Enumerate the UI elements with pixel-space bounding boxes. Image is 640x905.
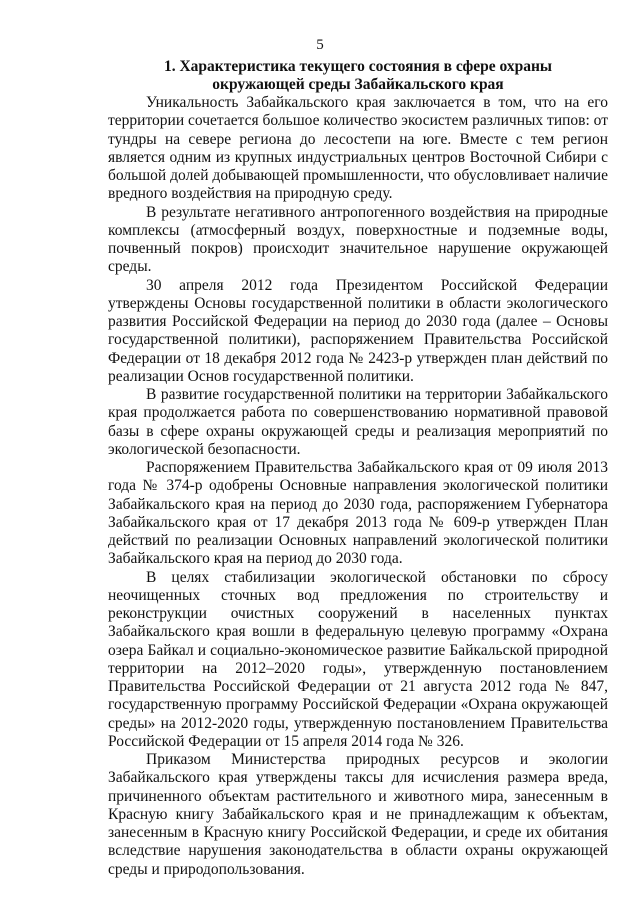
section-heading-line-2: окружающей среды Забайкальского края bbox=[212, 76, 504, 93]
paragraph: Распоряжением Правительства Забайкальского края от 09 июля 2013 года № 374-р одобрены Основные направления экологической политики Забайкальского края на период до 2030 года, распоряжением Губернатора Забайкальского края от 17 декабря 2013 года № 609-р утвержден План действий по реализации Основных направлений экологической политики Забайкальского края на период до 2030 года. bbox=[108, 459, 608, 568]
section-heading bbox=[108, 58, 608, 94]
body-text bbox=[108, 94, 608, 879]
paragraph: Уникальность Забайкальского края заключается в том, что на его территории сочетается большое количество экосистем различных типов: от тундры на севере региона до лесостепи на юге. Вместе с тем регион является одним из крупных индустриальных центров Восточной Сибири с большой долей добывающей промышленности, что обусловливает наличие вредного воздействия на природную среду. bbox=[108, 94, 608, 203]
paragraph: В результате негативного антропогенного воздействия на природные комплексы (атмосферный воздух, поверхностные и подземные воды, почвенный покров) происходит значительное нарушение окружающей среды. bbox=[108, 203, 608, 276]
section-heading-line-1: 1. Характеристика текущего состояния в сфере охраны bbox=[163, 58, 553, 75]
paragraph: В целях стабилизации экологической обстановки по сбросу неочищенных сточных вод предложения по строительству и реконструкции очистных сооружений в населенных пунктах Забайкальского края вошли в федеральную целевую программу «Охрана озера Байкал и социально-экономическое развитие Байкальской природной территории на 2012–2020 годы», утвержденную постановлением Правительства Российской Федерации от 21 августа 2012 года № 847, государственную программу Российской Федерации «Охрана окружающей среды» на 2012-2020 годы, утвержденную постановлением Правительства Российской Федерации от 15 апреля 2014 года № 326. bbox=[108, 568, 608, 750]
page-number: 5 bbox=[316, 37, 324, 53]
paragraph: В развитие государственной политики на территории Забайкальского края продолжается работа по совершенствованию нормативной правовой базы в сфере охраны окружающей среды и реализация мероприятий по экологической безопасности. bbox=[108, 386, 608, 458]
paragraph: Приказом Министерства природных ресурсов и экологии Забайкальского края утверждены таксы для исчисления размера вреда, причиненного объектам растительного и животного мира, занесенным в Красную книгу Забайкальского края и не принадлежащим к объектам, занесенным в Красную книгу Российской Федерации, и среде их обитания вследствие нарушения законодательства в области охраны окружающей среды и природопользования. bbox=[108, 751, 608, 878]
paragraph: 30 апреля 2012 года Президентом Российской Федерации утверждены Основы государственной политики в области экологического развития Российской Федерации на период до 2030 года (далее – Основы государственной политики), распоряжением Правительства Российской Федерации от 18 декабря 2012 года № 2423-р утвержден план действий по реализации Основ государственной политики. bbox=[108, 276, 608, 385]
